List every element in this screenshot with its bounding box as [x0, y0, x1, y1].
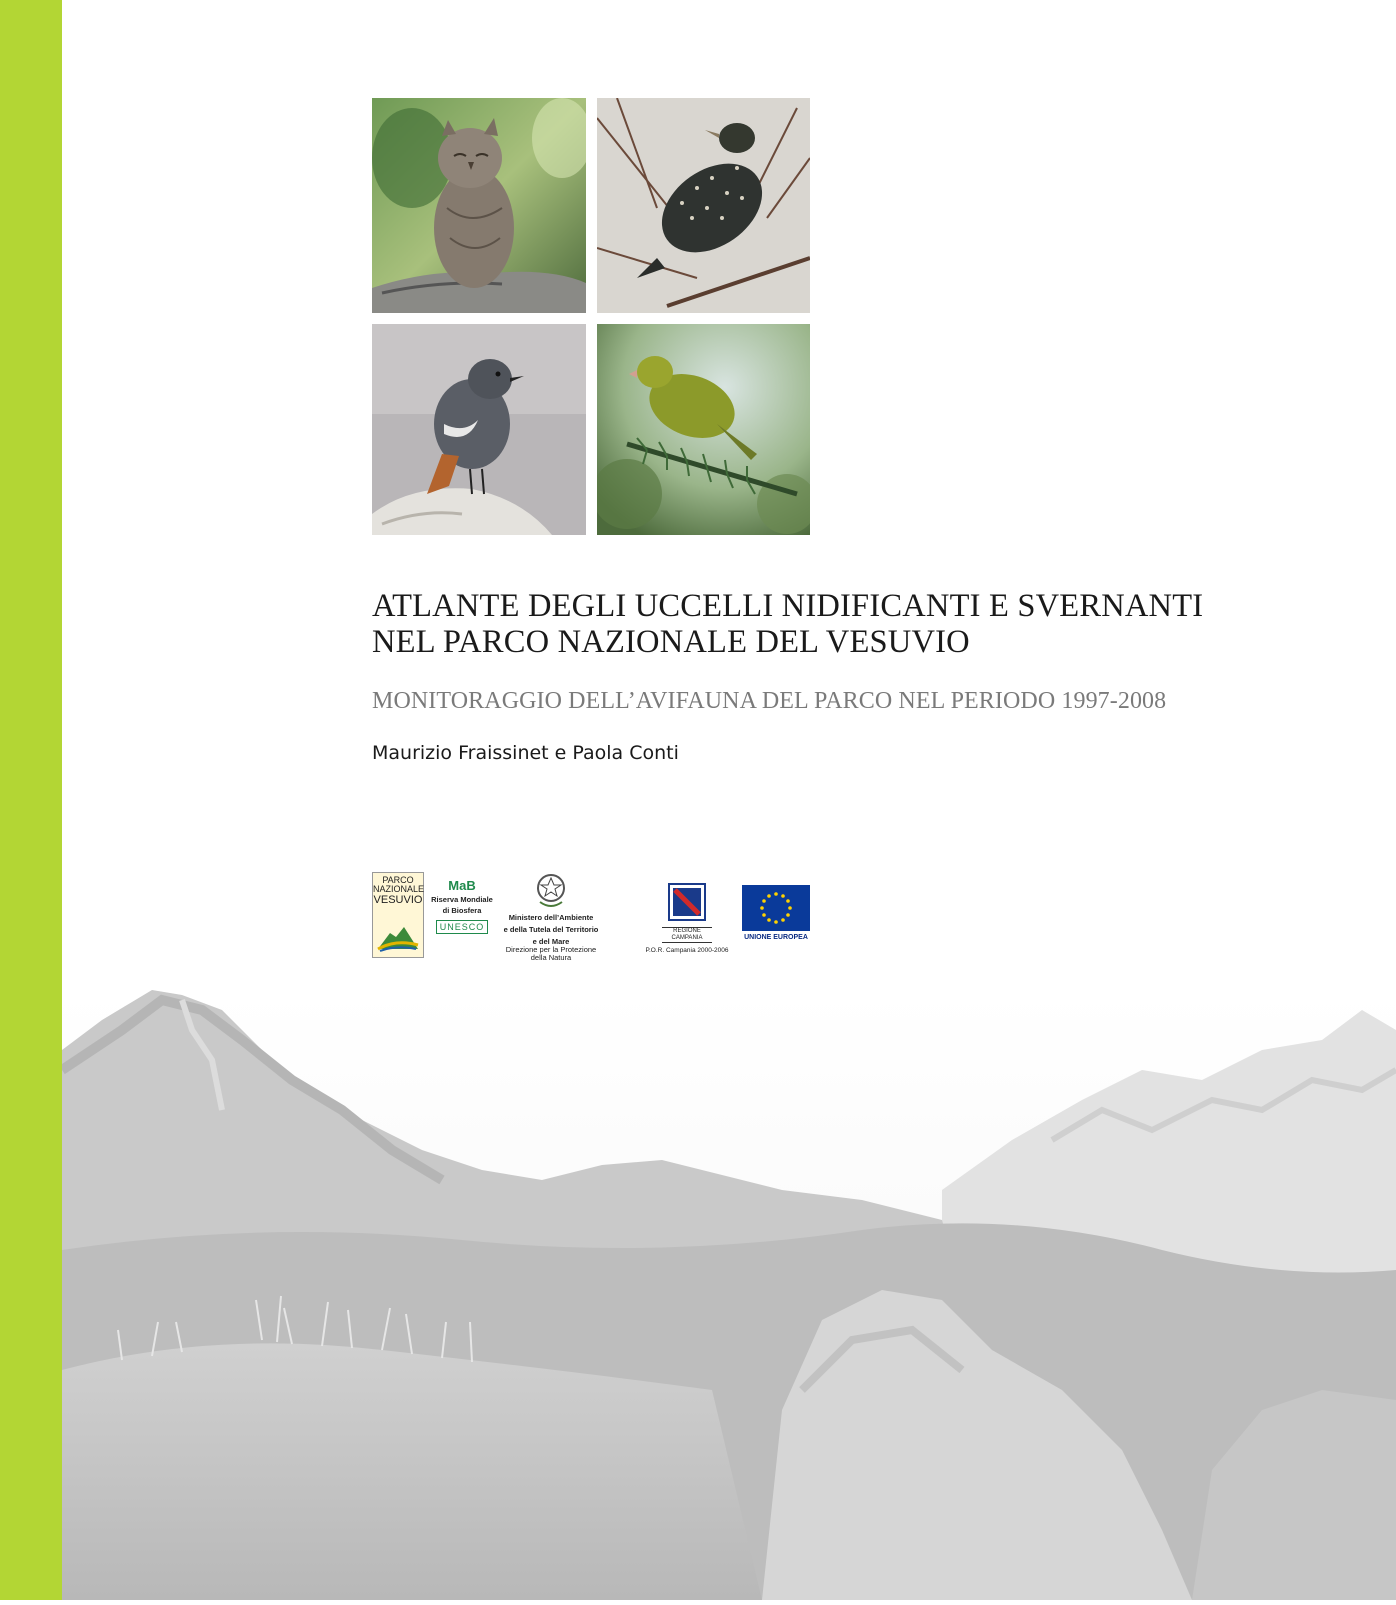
green-accent-bar	[0, 0, 62, 1600]
regione-campania-logo	[642, 882, 732, 954]
title-line-2: NEL PARCO NAZIONALE DEL VESUVIO	[372, 624, 970, 660]
unione-europea-logo	[741, 885, 811, 947]
parco-logo-line3: VESUVIO	[373, 894, 423, 906]
starling-photo	[597, 98, 810, 313]
unione-europea-label: UNIONE EUROPEA	[744, 934, 808, 941]
scops-owl-photo	[372, 98, 586, 313]
black-redstart-photo	[372, 324, 586, 535]
cover-title	[372, 588, 1372, 660]
eu-flag-icon	[742, 885, 810, 931]
ministero-line2: e della Tutela del Territorio	[503, 925, 599, 934]
italian-emblem-icon	[534, 870, 568, 910]
por-campania-label: P.O.R. Campania 2000-2006	[645, 947, 729, 954]
cover-authors: Maurizio Fraissinet e Paola Conti	[372, 742, 679, 764]
unesco-mark: UNESCO	[436, 920, 489, 934]
ministero-line3: e del Mare	[532, 937, 570, 946]
greenfinch-photo	[597, 324, 810, 535]
mab-text-2: di Biosfera	[442, 906, 482, 915]
mab-mark: MaB	[448, 878, 476, 893]
regione-campania-label: REGIONE CAMPANIA	[662, 927, 712, 943]
parco-logo-line2: NAZIONALE	[373, 884, 425, 894]
mab-text-1: Riserva Mondiale	[431, 895, 493, 904]
volcano-icon	[376, 919, 420, 953]
cover-subtitle: MONITORAGGIO DELL’AVIFAUNA DEL PARCO NEL PERIODO 1997-2008	[372, 688, 1167, 714]
ministero-line5: della Natura	[530, 953, 572, 962]
ministero-line4: Direzione per la Protezione	[505, 945, 597, 954]
mountain-landscape-image	[62, 990, 1396, 1600]
regione-campania-shield-icon	[665, 882, 709, 926]
ministero-ambiente-logo	[497, 870, 605, 962]
title-line-1: ATLANTE DEGLI UCCELLI NIDIFICANTI E SVERNANTI	[372, 588, 1204, 624]
ministero-line1: Ministero dell’Ambiente	[508, 913, 594, 922]
mab-unesco-logo	[430, 872, 494, 958]
parco-nazionale-vesuvio-logo	[372, 872, 424, 958]
parco-logo-line1: PARCO	[382, 875, 414, 885]
